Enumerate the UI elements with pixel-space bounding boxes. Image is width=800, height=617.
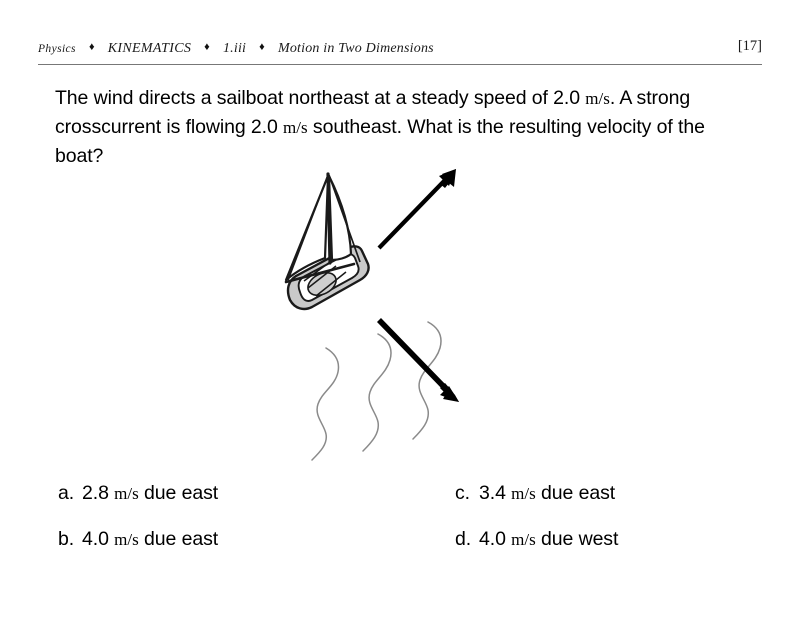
answer-value-c: 3.4 [479,482,506,504]
breadcrumb-section: 1.iii [222,41,247,56]
sailboat-diagram [250,150,490,480]
page-number: [17] [737,38,762,54]
answer-value-a: 2.8 [82,482,109,504]
answer-option-b[interactable] [58,526,218,553]
answer-label-b: b. [58,528,75,550]
question-text-part-3: southeast. What is the resulting velocity of the boat? [55,116,705,167]
answer-direction-b: due east [144,528,219,550]
answer-label-c: c. [455,482,470,504]
answer-unit-c: m/s [511,484,536,503]
answer-row [55,526,755,572]
answer-unit-b: m/s [114,530,139,549]
answer-value-d: 4.0 [479,528,506,550]
answer-direction-a: due east [144,482,219,504]
answer-option-c[interactable] [455,480,615,507]
answer-unit-a: m/s [114,484,139,503]
breadcrumb-topic: Motion in Two Dimensions [277,41,434,56]
current-wave-lines [312,322,441,460]
diamond-separator-icon: ♦ [259,41,265,53]
boat-jib-sail [329,176,351,260]
question-text-part-1: The wind directs a sailboat northeast at a steady speed of 2.0 [55,87,586,109]
breadcrumb-unit: KINEMATICS [107,41,192,56]
answer-options [55,480,755,572]
answer-value-b: 4.0 [82,528,109,550]
answer-unit-d: m/s [511,530,536,549]
sailboat-figure [286,174,369,309]
question-text-part-2: . A strong crosscurrent is flowing 2.0 [55,87,691,138]
page-header [38,40,762,62]
diamond-separator-icon: ♦ [88,41,95,53]
diamond-separator-icon: ♦ [204,41,210,53]
answer-label-d: d. [455,528,472,550]
answer-row [55,480,755,526]
question-unit-2: m/s [283,118,308,137]
header-divider [38,64,762,65]
answer-direction-d: due west [541,528,619,550]
question-unit-1: m/s [585,89,610,108]
answer-option-d[interactable] [455,526,618,553]
answer-option-a[interactable] [58,480,218,507]
breadcrumb-course: Physics [38,43,76,55]
answer-label-a: a. [58,482,75,504]
breadcrumb [38,40,434,57]
answer-direction-c: due east [541,482,616,504]
northeast-velocity-arrow [379,169,456,248]
